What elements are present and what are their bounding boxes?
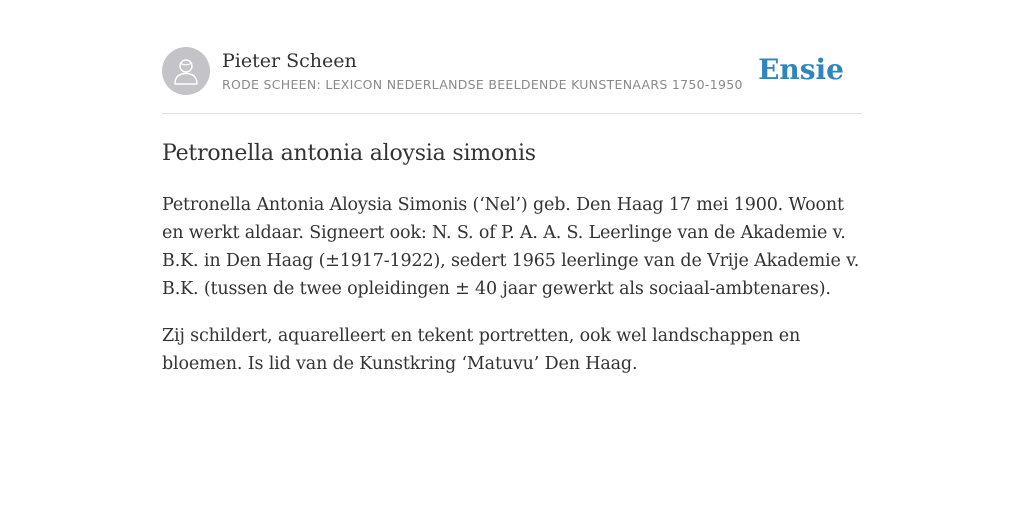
source-name[interactable]: RODE SCHEEN: LEXICON NEDERLANDSE BEELDENDE KUNSTENAARS 1750-1950 (222, 76, 743, 92)
user-icon (173, 57, 199, 85)
article-paragraph: Zij schildert, aquarelleert en tekent portretten, ook wel landschappen en bloemen. Is lid van de Kunstkring ‘Matuvu’ Den Haag. (162, 326, 801, 374)
article-card (162, 46, 862, 378)
brand-logo[interactable]: Ensie (758, 53, 844, 86)
article-paragraph: Petronella Antonia Aloysia Simonis (‘Nel’) geb. Den Haag 17 mei 1900. Woont en werkt aldaar. Signeert ook: N. S. of P. A. A. S. Leerlinge van de Akademie v. B.K. in Den Haag (±1917-1922), sedert 1965 leerlinge van de Vrije Akademie v. B.K. (tussen de twee opleidingen ± 40 jaar gewerkt als sociaal-ambtenares). (162, 195, 860, 299)
article-header (162, 46, 862, 114)
page-title: Petronella antonia aloysia simonis (162, 141, 536, 166)
author-avatar[interactable] (162, 47, 210, 95)
author-name[interactable]: Pieter Scheen (222, 49, 357, 72)
author-block (222, 51, 744, 92)
